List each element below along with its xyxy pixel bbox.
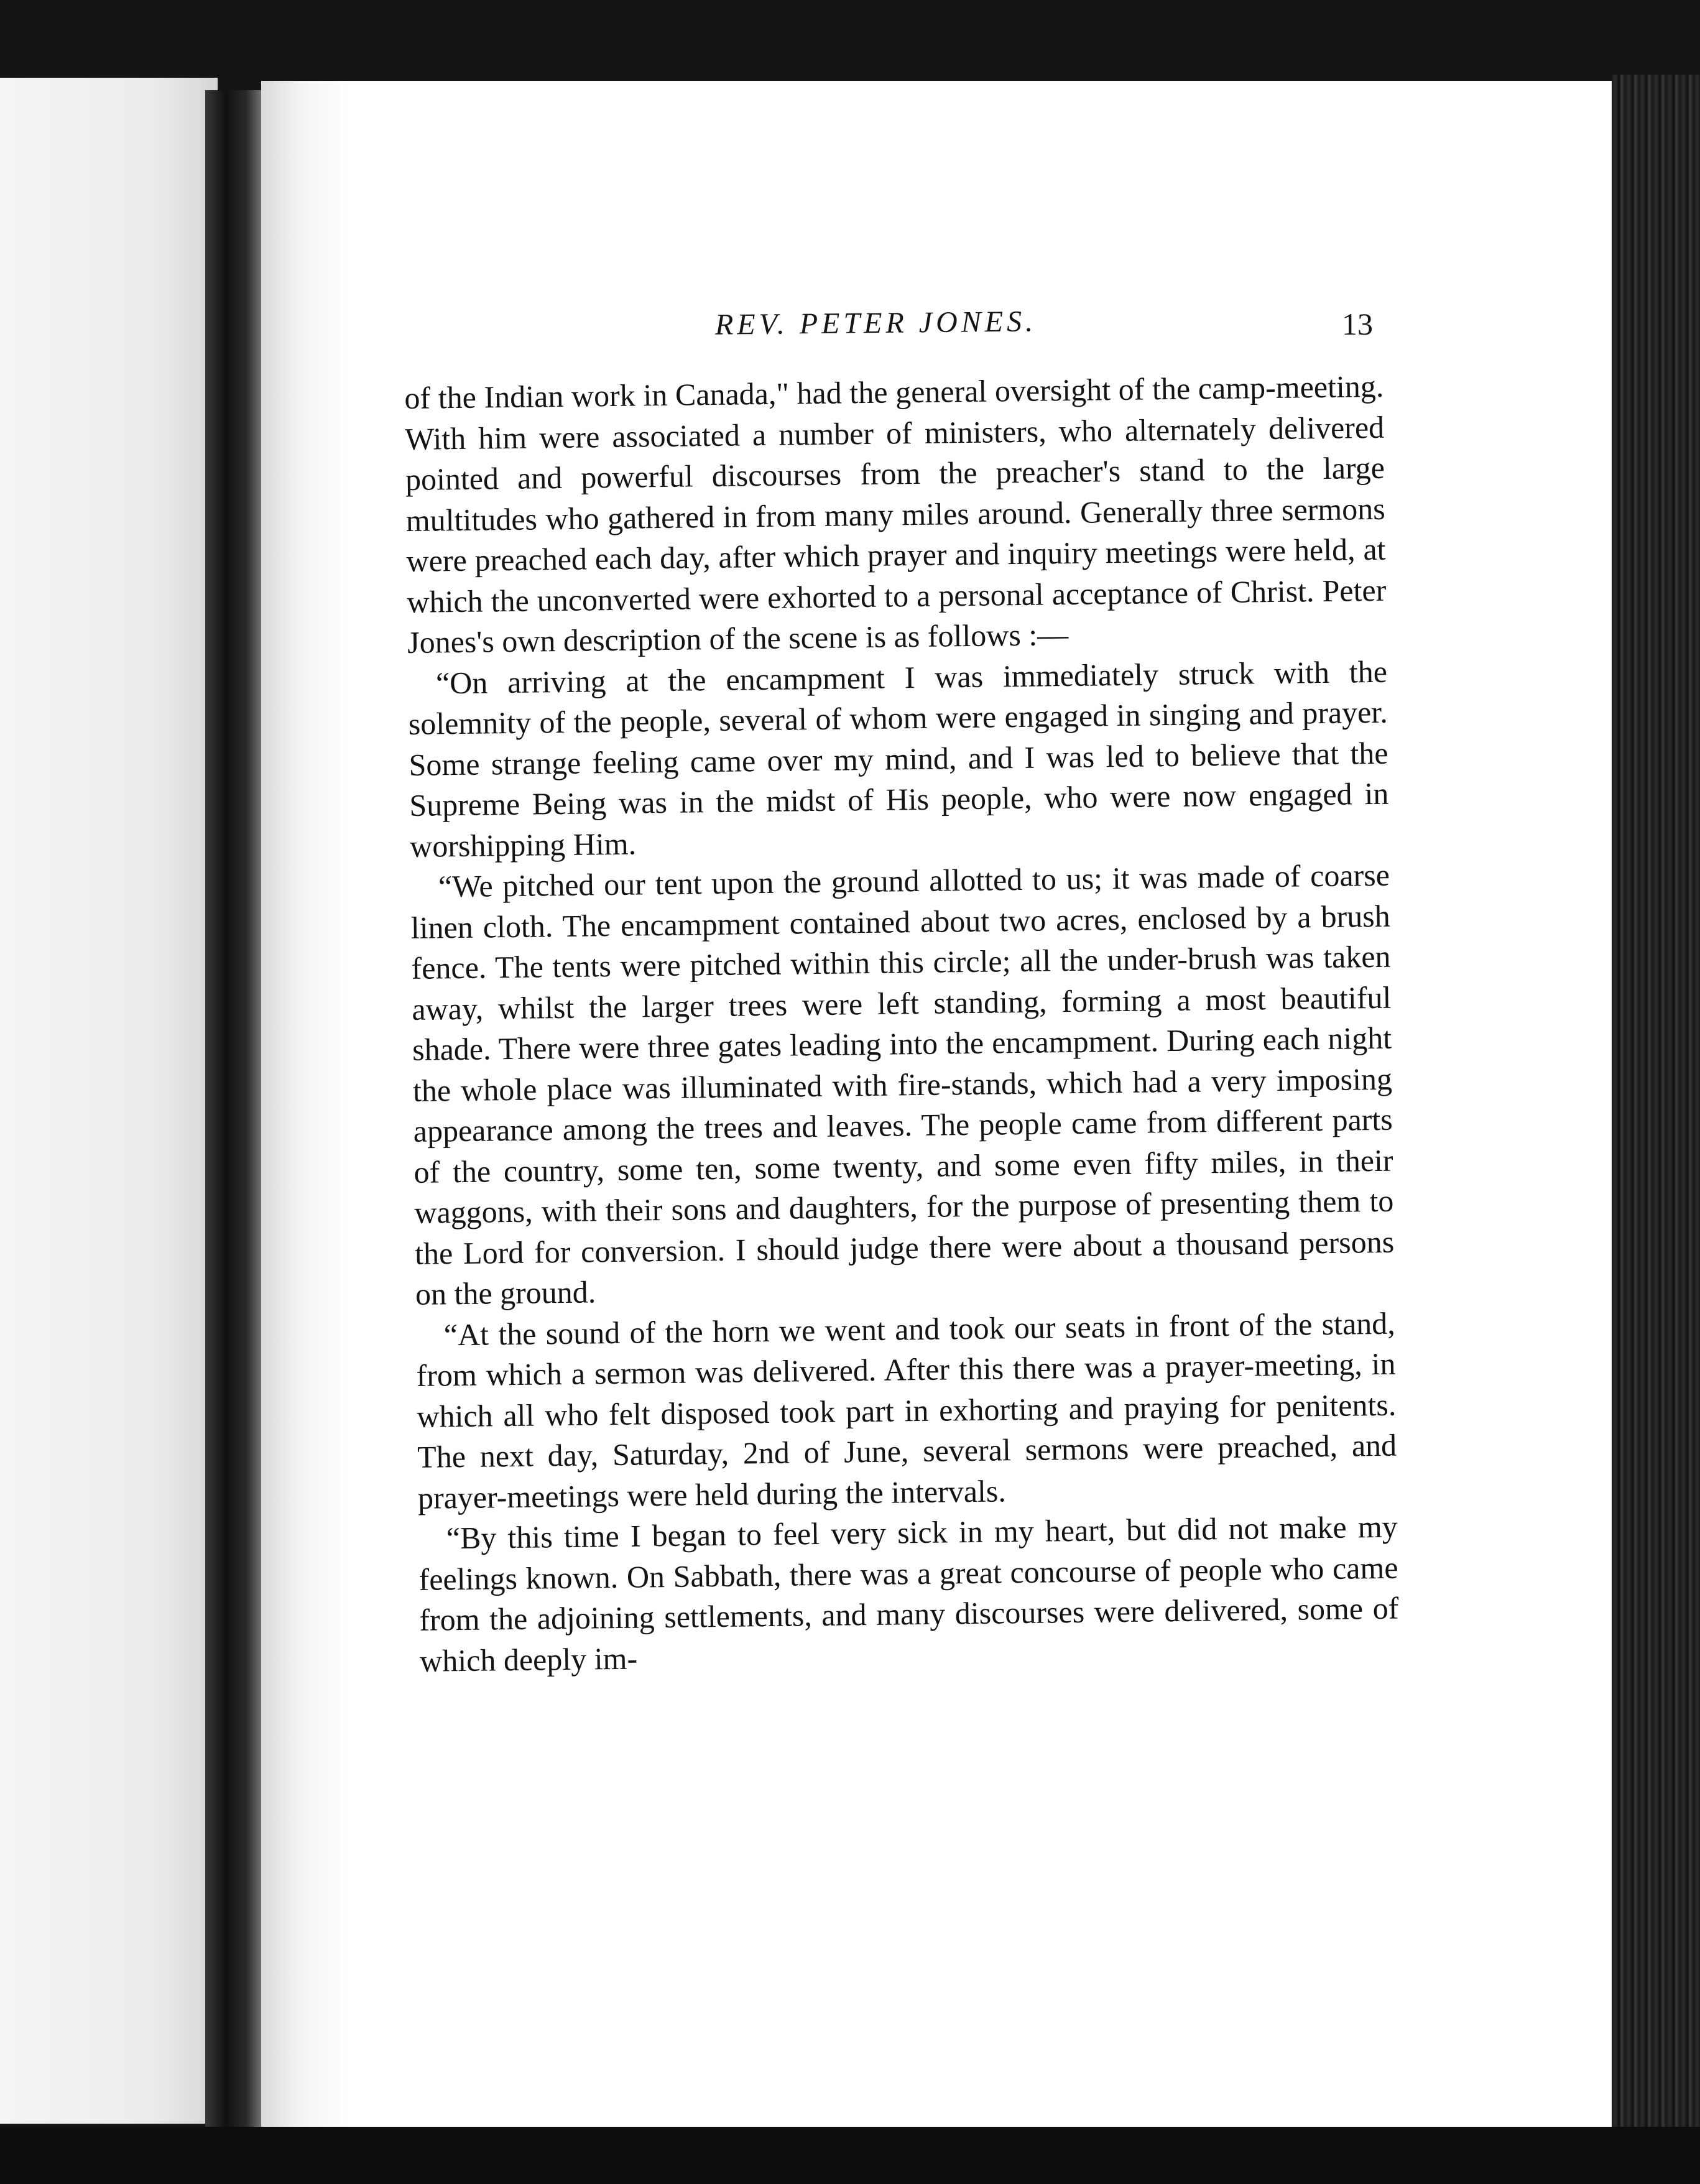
page-edges xyxy=(1612,75,1700,2139)
body-text xyxy=(404,366,1399,1682)
paragraph: “We pitched our tent upon the ground allotted to us; it was made of coarse linen cloth. The encampment contained about two acres, enclosed by a brush fence. The tents were pitched within this circle; all the under-brush was taken away, whilst the larger trees were left standing, forming a most beautiful shade. There were three gates leading into the encampment. During each night the whole place was illuminated with fire-stands, which had a very imposing appearance among the trees and leaves. The people came from different parts of the country, some ten, some twenty, and some even fifty miles, in their waggons, with their sons and daughters, for the purpose of presenting them to the Lord for conversion. I should judge there were about a thousand persons on the ground. xyxy=(410,857,1395,1312)
scan-border xyxy=(0,2127,1700,2184)
facing-page xyxy=(0,78,218,2124)
paragraph: “On arriving at the encampment I was immediately struck with the solemnity of the people, several of whom were engaged in singing and prayer. Some strange feeling came over my mind, and I was led to believe that the Supreme Being was in the midst of His people, who were now engaged in worshipping Him. xyxy=(408,654,1389,864)
page-number: 13 xyxy=(1342,307,1373,341)
paragraph: of the Indian work in Canada," had the general oversight of the camp-meeting. With him were associated a number of ministers, who alternately delivered pointed and powerful discourses from the preacher's stand to the large multitudes who gathered in from many miles around. Generally three sermons were preached each day, after which prayer and inquiry meetings were held, at which the unconverted were exhorted to a personal acceptance of Christ. Peter Jones's own description of the scene is as follows :— xyxy=(404,368,1387,660)
paragraph: “At the sound of the horn we went and took our seats in front of the stand, from which a sermon was delivered. After this there was a prayer-meeting, in which all who felt disposed took part in exhorting and praying for penitents. The next day, Saturday, 2nd of June, several sermons were preached, and prayer-meetings were held during the intervals. xyxy=(416,1305,1397,1515)
paragraph: “By this time I began to feel very sick in my heart, but did not make my feelings known. On Sabbath, there was a great concourse of people who came from the adjoining settlements, and many discourses were delivered, some of which deeply im- xyxy=(418,1509,1399,1678)
running-title: REV. PETER JONES. xyxy=(714,305,1037,341)
